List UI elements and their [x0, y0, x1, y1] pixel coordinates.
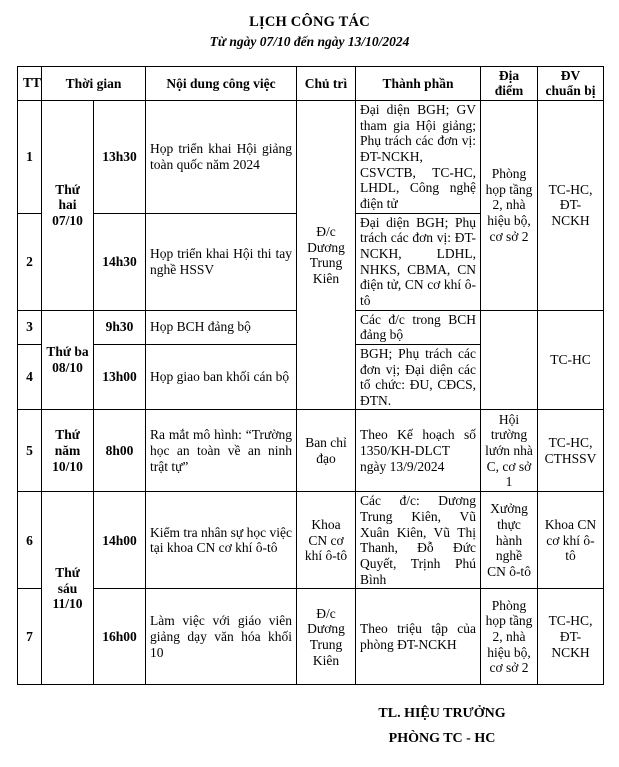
signature-department: PHÒNG TC - HC: [388, 731, 496, 746]
table-row: [18, 589, 604, 685]
day-cell: Thứ hai 07/10: [42, 101, 94, 311]
col-header-host: Chủ trì: [297, 67, 356, 101]
time-cell: 9h30: [94, 310, 146, 344]
time-cell: 13h00: [94, 344, 146, 410]
col-header-location: Địa điểm: [481, 67, 538, 101]
content-cell: Làm việc với giáo viên giảng dạy văn hóa khối 10: [146, 589, 297, 685]
col-header-prep: ĐV chuẩn bị: [538, 67, 604, 101]
table-row: [18, 101, 604, 214]
row-number: 2: [18, 213, 42, 310]
page-title: LỊCH CÔNG TÁC: [249, 14, 370, 30]
members-cell: Đại diện BGH; GV tham gia Hội giảng; Phụ trách các đơn vị: ĐT-NCKH, CSVCTB, TC-HC, LHDL, Công nghệ điện tử: [356, 101, 481, 214]
day-cell: Thứ năm 10/10: [42, 410, 94, 492]
content-cell: Họp BCH đảng bộ: [146, 310, 297, 344]
schedule-table: [17, 66, 604, 685]
prep-cell: TC-HC: [538, 310, 604, 410]
content-cell: Kiểm tra nhân sự học việc tại khoa CN cơ khí ô-tô: [146, 492, 297, 589]
col-header-members: Thành phần: [356, 67, 481, 101]
row-number: 5: [18, 410, 42, 492]
content-cell: Ra mắt mô hình: “Trường học an toàn về an ninh trật tự”: [146, 410, 297, 492]
table-row: [18, 492, 604, 589]
location-cell: Phòng họp tầng 2, nhà hiệu bộ, cơ sở 2: [481, 589, 538, 685]
col-header-tt: TT: [18, 67, 42, 101]
prep-cell: TC-HC, ĐT-NCKH: [538, 101, 604, 311]
members-cell: Các đ/c trong BCH đảng bộ: [356, 310, 481, 344]
host-cell: Đ/c Dương Trung Kiên: [297, 589, 356, 685]
time-cell: 14h00: [94, 492, 146, 589]
host-cell: Đ/c Dương Trung Kiên: [297, 101, 356, 410]
prep-cell: TC-HC, ĐT-NCKH: [538, 589, 604, 685]
host-cell: Ban chỉ đạo: [297, 410, 356, 492]
day-cell: Thứ ba 08/10: [42, 310, 94, 410]
content-cell: Họp giao ban khối cán bộ: [146, 344, 297, 410]
date-range: Từ ngày 07/10 đến ngày 13/10/2024: [209, 34, 410, 49]
members-cell: Đại diện BGH; Phụ trách các đơn vị: ĐT-NCKH, LDHL, NHKS, CBMA, CN điện tử, CN cơ khí ô-tô: [356, 213, 481, 310]
members-cell: Theo triệu tập của phòng ĐT-NCKH: [356, 589, 481, 685]
members-cell: BGH; Phụ trách các đơn vị; Đại diện các tổ chức: ĐU, CĐCS, ĐTN.: [356, 344, 481, 410]
col-header-content: Nội dung công việc: [146, 67, 297, 101]
signature-title: TL. HIỆU TRƯỞNG: [378, 706, 506, 721]
location-cell: Xưởng thực hành nghề CN ô-tô: [481, 492, 538, 589]
time-cell: 16h00: [94, 589, 146, 685]
row-number: 7: [18, 589, 42, 685]
table-row: [18, 410, 604, 492]
row-number: 4: [18, 344, 42, 410]
prep-cell: Khoa CN cơ khí ô-tô: [538, 492, 604, 589]
location-cell: [481, 310, 538, 410]
host-cell: Khoa CN cơ khí ô-tô: [297, 492, 356, 589]
location-cell: Phòng họp tầng 2, nhà hiệu bộ, cơ sở 2: [481, 101, 538, 311]
prep-cell: TC-HC, CTHSSV: [538, 410, 604, 492]
members-cell: Theo Kế hoạch số 1350/KH-DLCT ngày 13/9/2024: [356, 410, 481, 492]
time-cell: 13h30: [94, 101, 146, 214]
content-cell: Họp triển khai Hội thi tay nghề HSSV: [146, 213, 297, 310]
row-number: 3: [18, 310, 42, 344]
members-cell: Các đ/c: Dương Trung Kiên, Vũ Xuân Kiên, Vũ Thị Thanh, Đỗ Đức Quyết, Trịnh Phú Bình: [356, 492, 481, 589]
header-row: [18, 67, 604, 101]
row-number: 6: [18, 492, 42, 589]
time-cell: 8h00: [94, 410, 146, 492]
time-cell: 14h30: [94, 213, 146, 310]
location-cell: Hội trường lướn nhà C, cơ sở 1: [481, 410, 538, 492]
row-number: 1: [18, 101, 42, 214]
day-cell: Thứ sáu 11/10: [42, 492, 94, 685]
col-header-time: Thời gian: [42, 67, 146, 101]
content-cell: Họp triển khai Hội giảng toàn quốc năm 2024: [146, 101, 297, 214]
